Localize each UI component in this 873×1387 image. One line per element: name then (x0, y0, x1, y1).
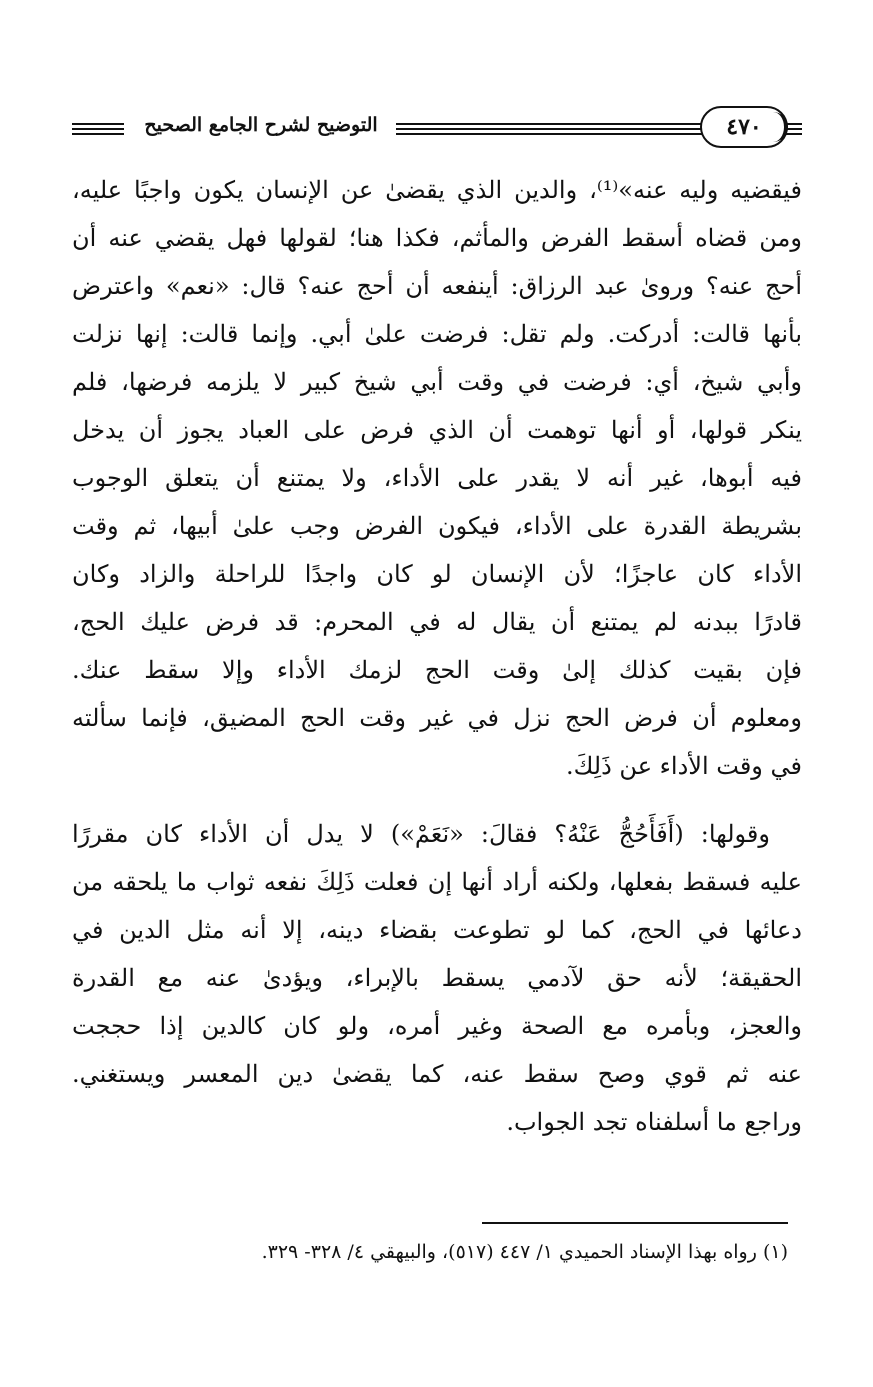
header-rule (72, 128, 124, 130)
text-line: والعجز، وبأمره مع الصحة وغير أمره، ولو كان كالدين إذا حججت (72, 1012, 802, 1040)
running-title: التوضيح لشرح الجامع الصحيح (144, 114, 378, 136)
body-paragraph-1 (72, 166, 802, 790)
footnote-divider (482, 1222, 788, 1224)
header-rule (72, 133, 124, 135)
text-line: فإن بقيت كذلك إلىٰ وقت الحج لزمك الأداء وإلا سقط عنك. (72, 656, 802, 684)
header-rule (786, 128, 802, 130)
text-line: وأبي شيخ، أي: فرضت في وقت أبي شيخ كبير لا يلزمه فرضها، فلم (72, 368, 802, 396)
text-line: في وقت الأداء عن ذَلِكَ. (565, 752, 802, 780)
text-line: دعائها في الحج، كما لو تطوعت بقضاء دينه، إلا أنه مثل الدين في (72, 916, 802, 944)
text-line: وقولها: (أَفَأَحُجُّ عَنْهُ؟ فقالَ: «نَعَمْ») لا يدل أن الأداء كان مقررًا (72, 820, 770, 848)
text-line: الحقيقة؛ لأنه حق لآدمي يسقط بالإبراء، ويؤدیٰ عنه مع القدرة (72, 964, 802, 992)
text-line: قادرًا ببدنه لم يمتنع أن يقال له في المحرم: قد فرض عليك الحج، (72, 608, 802, 636)
header-rule (396, 123, 702, 125)
footnote: (١) رواه بهذا الإسناد الحميدي ١/ ٤٤٧ (٥١٧)، والبيهقي ٤/ ٣٢٨- ٣٢٩. (261, 1241, 788, 1263)
text-line: فيه أبوها، غير أنه لا يقدر على الأداء، ولا يمتنع أن يتعلق الوجوب (72, 464, 802, 492)
text-line: بأنها قالت: أدركت. ولم تقل: فرضت علىٰ أبي. وإنما قالت: إنها نزلت (72, 320, 802, 348)
page-number-frame (700, 106, 788, 148)
text-line: فيقضيه وليه عنه»⁽¹⁾، والدين الذي يقضىٰ عن الإنسان يكون واجبًا عليه، (72, 176, 802, 204)
text-line: عنه ثم قوي وصح سقط عنه، كما يقضىٰ دين المعسر ويستغني. (72, 1060, 802, 1088)
text-line: الأداء كان عاجزًا؛ لأن الإنسان لو كان واجدًا للراحلة والزاد وكان (72, 560, 802, 588)
text-line: وراجع ما أسلفناه تجد الجواب. (506, 1108, 802, 1136)
header-rule (396, 133, 702, 135)
text-line: ومن قضاه أسقط الفرض والمأثم، فكذا هنا؛ لقولها فهل يقضي عنه أن (72, 224, 802, 252)
header-rule (396, 128, 702, 130)
text-line: أحج عنه؟ ورویٰ عبد الرزاق: أينفعه أن أحج عنه؟ قال: «نعم» واعترض (72, 272, 802, 300)
header-rule (72, 123, 124, 125)
header-rule (786, 133, 802, 135)
header-rule (786, 123, 802, 125)
text-line: عليه فسقط بفعلها، ولكنه أراد أنها إن فعلت ذَلِكَ نفعه ثواب ما يلحقه من (72, 868, 802, 896)
text-line: ومعلوم أن فرض الحج نزل في غير وقت الحج المضيق، فإنما سألته (72, 704, 802, 732)
text-line: ينكر قولها، أو أنها توهمت أن الذي فرض على العباد يجوز أن يدخل (72, 416, 802, 444)
body-paragraph-2 (72, 810, 802, 1146)
page-header (72, 100, 802, 156)
page-number: ٤٧٠ (726, 114, 762, 140)
text-line: بشريطة القدرة على الأداء، فيكون الفرض وجب علىٰ أبيها، ثم وقت (72, 512, 803, 540)
